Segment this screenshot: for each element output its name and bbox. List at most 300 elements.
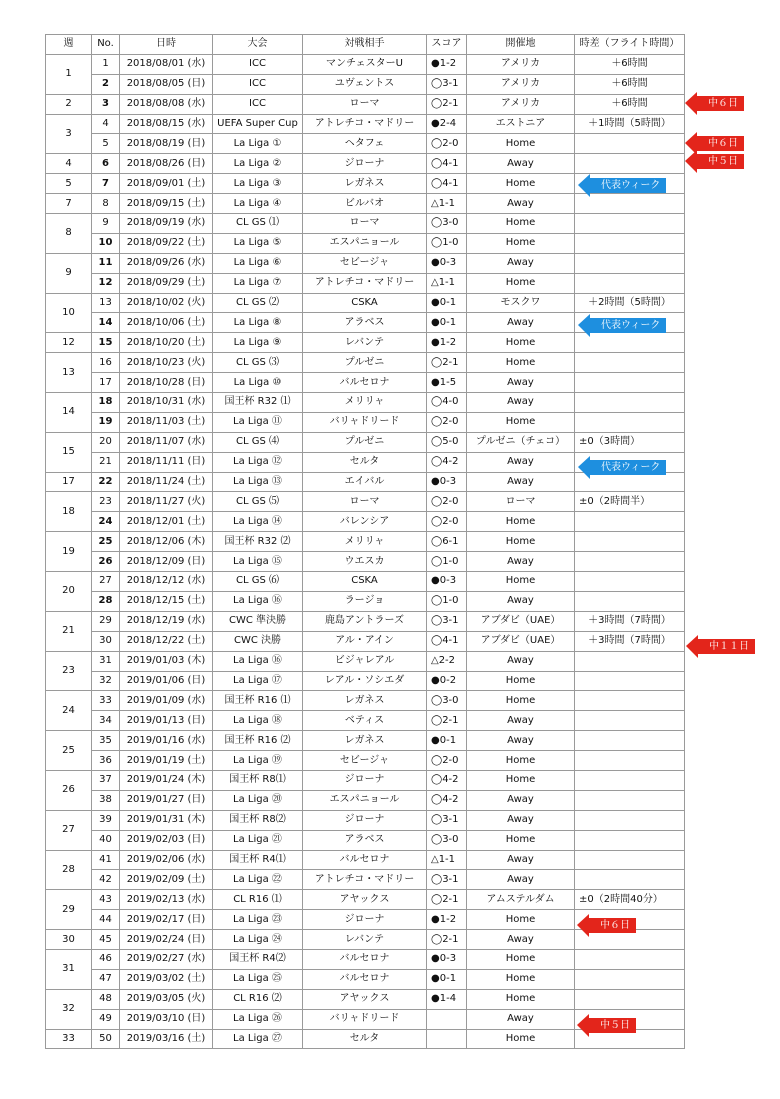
header-competition: 大会 — [213, 35, 303, 55]
match-number-cell: 5 — [92, 134, 120, 154]
score-cell: △1-1 — [427, 273, 467, 293]
date-cell: 2019/03/16 (土) — [120, 1029, 213, 1049]
opponent-cell: アトレチコ・マドリー — [303, 870, 427, 890]
match-row — [46, 273, 685, 293]
match-number-cell: 26 — [92, 552, 120, 572]
venue-cell: Away — [467, 870, 575, 890]
match-row — [46, 412, 685, 432]
match-row — [46, 751, 685, 771]
match-number-cell: 32 — [92, 671, 120, 691]
match-number-cell: 10 — [92, 233, 120, 253]
score-cell: ●0-3 — [427, 253, 467, 273]
week-cell: 5 — [46, 174, 92, 194]
date-cell: 2019/01/24 (木) — [120, 770, 213, 790]
opponent-cell: レバンテ — [303, 930, 427, 950]
venue-cell: Home — [467, 174, 575, 194]
score-cell: ●1-2 — [427, 910, 467, 930]
score-cell: ◯6-1 — [427, 532, 467, 552]
opponent-cell: 鹿島アントラーズ — [303, 611, 427, 631]
date-cell: 2019/01/31 (木) — [120, 810, 213, 830]
week-cell: 8 — [46, 214, 92, 254]
score-cell: ◯4-1 — [427, 631, 467, 651]
date-cell: 2018/12/19 (水) — [120, 611, 213, 631]
competition-cell: CL GS ⑴ — [213, 214, 303, 234]
week-cell: 19 — [46, 532, 92, 572]
venue-cell: Home — [467, 134, 575, 154]
score-cell: ◯1-0 — [427, 552, 467, 572]
time-diff-cell: ＋3時間（7時間） — [575, 611, 685, 631]
score-cell — [427, 1029, 467, 1049]
date-cell: 2019/01/19 (土) — [120, 751, 213, 771]
competition-cell: La Liga ⑯ — [213, 651, 303, 671]
header-no: No. — [92, 35, 120, 55]
time-diff-cell: ±0（2時間半） — [575, 492, 685, 512]
match-number-cell: 1 — [92, 54, 120, 74]
venue-cell: Home — [467, 949, 575, 969]
week-cell: 31 — [46, 949, 92, 989]
score-cell: ◯4-1 — [427, 154, 467, 174]
venue-cell: Away — [467, 194, 575, 214]
score-cell: ◯3-0 — [427, 214, 467, 234]
venue-cell: Away — [467, 591, 575, 611]
venue-cell: Home — [467, 353, 575, 373]
time-diff-cell — [575, 731, 685, 751]
match-number-cell: 49 — [92, 1009, 120, 1029]
date-cell: 2018/12/15 (土) — [120, 591, 213, 611]
date-cell: 2018/09/22 (土) — [120, 233, 213, 253]
time-diff-cell: ＋2時間（5時間） — [575, 293, 685, 313]
score-cell: ◯3-0 — [427, 691, 467, 711]
venue-cell: Away — [467, 552, 575, 572]
date-cell: 2019/01/16 (水) — [120, 731, 213, 751]
score-cell: ◯4-2 — [427, 790, 467, 810]
week-cell: 29 — [46, 890, 92, 930]
week-cell: 32 — [46, 989, 92, 1029]
date-cell: 2019/01/27 (日) — [120, 790, 213, 810]
date-cell: 2018/09/26 (水) — [120, 253, 213, 273]
date-cell: 2019/02/03 (日) — [120, 830, 213, 850]
score-cell: △2-2 — [427, 651, 467, 671]
score-cell: ◯2-0 — [427, 412, 467, 432]
week-cell: 33 — [46, 1029, 92, 1049]
match-number-cell: 33 — [92, 691, 120, 711]
time-diff-cell: ±0（2時間40分） — [575, 890, 685, 910]
venue-cell: Home — [467, 830, 575, 850]
competition-cell: 国王杯 R32 ⑴ — [213, 393, 303, 413]
competition-cell: 国王杯 R32 ⑵ — [213, 532, 303, 552]
match-row — [46, 949, 685, 969]
score-cell: ●0-1 — [427, 731, 467, 751]
competition-cell: CL GS ⑵ — [213, 293, 303, 313]
match-number-cell: 14 — [92, 313, 120, 333]
venue-cell: Away — [467, 253, 575, 273]
week-cell: 1 — [46, 54, 92, 94]
match-number-cell: 25 — [92, 532, 120, 552]
time-diff-cell: ＋3時間（7時間） — [575, 631, 685, 651]
competition-cell: CL GS ⑹ — [213, 572, 303, 592]
score-cell: ◯2-0 — [427, 134, 467, 154]
date-cell: 2018/08/19 (日) — [120, 134, 213, 154]
date-cell: 2019/02/13 (水) — [120, 890, 213, 910]
date-cell: 2018/12/22 (土) — [120, 631, 213, 651]
rest-days-badge: 中５日 — [696, 154, 744, 169]
match-number-cell: 18 — [92, 393, 120, 413]
opponent-cell: アラベス — [303, 830, 427, 850]
header-week: 週 — [46, 35, 92, 55]
score-cell: ●1-2 — [427, 333, 467, 353]
venue-cell: Home — [467, 751, 575, 771]
match-row — [46, 552, 685, 572]
score-cell: ◯3-1 — [427, 870, 467, 890]
opponent-cell: ビルバオ — [303, 194, 427, 214]
match-row — [46, 393, 685, 413]
opponent-cell: ウエスカ — [303, 552, 427, 572]
time-diff-cell — [575, 472, 685, 492]
venue-cell: Away — [467, 1009, 575, 1029]
competition-cell: La Liga ⑬ — [213, 472, 303, 492]
venue-cell: Home — [467, 969, 575, 989]
date-cell: 2019/01/13 (日) — [120, 711, 213, 731]
date-cell: 2018/09/01 (土) — [120, 174, 213, 194]
competition-cell: La Liga ① — [213, 134, 303, 154]
venue-cell: アブダビ（UAE） — [467, 611, 575, 631]
match-row — [46, 611, 685, 631]
time-diff-cell — [575, 194, 685, 214]
match-number-cell: 36 — [92, 751, 120, 771]
match-number-cell: 28 — [92, 591, 120, 611]
score-cell: △1-1 — [427, 194, 467, 214]
competition-cell: La Liga ⑮ — [213, 552, 303, 572]
venue-cell: Away — [467, 790, 575, 810]
match-row — [46, 532, 685, 552]
match-number-cell: 48 — [92, 989, 120, 1009]
opponent-cell: バルセロナ — [303, 949, 427, 969]
time-diff-cell — [575, 154, 685, 174]
header-venue: 開催地 — [467, 35, 575, 55]
competition-cell: CL R16 ⑴ — [213, 890, 303, 910]
competition-cell: La Liga ⑳ — [213, 790, 303, 810]
venue-cell: Home — [467, 989, 575, 1009]
competition-cell: ICC — [213, 74, 303, 94]
date-cell: 2018/10/20 (土) — [120, 333, 213, 353]
date-cell: 2018/08/26 (日) — [120, 154, 213, 174]
competition-cell: La Liga ⑰ — [213, 671, 303, 691]
time-diff-cell — [575, 989, 685, 1009]
match-row — [46, 293, 685, 313]
competition-cell: 国王杯 R16 ⑵ — [213, 731, 303, 751]
venue-cell: Away — [467, 154, 575, 174]
opponent-cell: アヤックス — [303, 890, 427, 910]
venue-cell: Home — [467, 532, 575, 552]
date-cell: 2019/02/06 (水) — [120, 850, 213, 870]
match-row — [46, 253, 685, 273]
opponent-cell: エイバル — [303, 472, 427, 492]
time-diff-cell — [575, 870, 685, 890]
date-cell: 2018/09/19 (水) — [120, 214, 213, 234]
opponent-cell: ジローナ — [303, 910, 427, 930]
opponent-cell: CSKA — [303, 572, 427, 592]
date-cell: 2018/12/01 (土) — [120, 512, 213, 532]
match-number-cell: 41 — [92, 850, 120, 870]
score-cell: ◯3-1 — [427, 611, 467, 631]
competition-cell: La Liga ㉑ — [213, 830, 303, 850]
date-cell: 2018/11/27 (火) — [120, 492, 213, 512]
match-number-cell: 29 — [92, 611, 120, 631]
rest-days-badge: 中５日 — [588, 1018, 636, 1033]
header-score: スコア — [427, 35, 467, 55]
match-number-cell: 35 — [92, 731, 120, 751]
match-number-cell: 40 — [92, 830, 120, 850]
header-row — [46, 35, 685, 55]
venue-cell: Away — [467, 373, 575, 393]
time-diff-cell — [575, 949, 685, 969]
score-cell: ●0-2 — [427, 671, 467, 691]
time-diff-cell — [575, 850, 685, 870]
competition-cell: La Liga ④ — [213, 194, 303, 214]
venue-cell: Away — [467, 810, 575, 830]
competition-cell: 国王杯 R8⑴ — [213, 770, 303, 790]
date-cell: 2019/02/24 (日) — [120, 930, 213, 950]
venue-cell: Home — [467, 910, 575, 930]
venue-cell: モスクワ — [467, 293, 575, 313]
venue-cell: エストニア — [467, 114, 575, 134]
time-diff-cell — [575, 273, 685, 293]
header-opponent: 対戦相手 — [303, 35, 427, 55]
competition-cell: La Liga ㉓ — [213, 910, 303, 930]
time-diff-cell — [575, 353, 685, 373]
match-row — [46, 432, 685, 452]
time-diff-cell: ±0（3時間） — [575, 432, 685, 452]
date-cell: 2018/08/15 (水) — [120, 114, 213, 134]
match-number-cell: 23 — [92, 492, 120, 512]
venue-cell: Home — [467, 512, 575, 532]
match-row — [46, 671, 685, 691]
score-cell: ◯1-0 — [427, 233, 467, 253]
match-number-cell: 38 — [92, 790, 120, 810]
score-cell: ●0-3 — [427, 472, 467, 492]
match-row — [46, 870, 685, 890]
opponent-cell: レガネス — [303, 731, 427, 751]
opponent-cell: バレンシア — [303, 512, 427, 532]
match-number-cell: 6 — [92, 154, 120, 174]
date-cell: 2018/08/05 (日) — [120, 74, 213, 94]
competition-cell: La Liga ⑪ — [213, 412, 303, 432]
week-cell: 27 — [46, 810, 92, 850]
match-number-cell: 22 — [92, 472, 120, 492]
time-diff-cell — [575, 969, 685, 989]
date-cell: 2019/03/10 (日) — [120, 1009, 213, 1029]
competition-cell: La Liga ㉖ — [213, 1009, 303, 1029]
venue-cell: ローマ — [467, 492, 575, 512]
date-cell: 2019/01/03 (木) — [120, 651, 213, 671]
match-number-cell: 19 — [92, 412, 120, 432]
competition-cell: La Liga ⑩ — [213, 373, 303, 393]
score-cell: ◯2-1 — [427, 930, 467, 950]
match-row — [46, 731, 685, 751]
time-diff-cell — [575, 373, 685, 393]
date-cell: 2018/12/06 (木) — [120, 532, 213, 552]
time-diff-cell — [575, 810, 685, 830]
date-cell: 2018/10/02 (火) — [120, 293, 213, 313]
time-diff-cell: ＋6時間 — [575, 74, 685, 94]
date-cell: 2019/01/09 (水) — [120, 691, 213, 711]
time-diff-cell — [575, 572, 685, 592]
opponent-cell: ジローナ — [303, 770, 427, 790]
week-cell: 14 — [46, 393, 92, 433]
week-cell: 28 — [46, 850, 92, 890]
competition-cell: CWC 決勝 — [213, 631, 303, 651]
opponent-cell: レアル・ソシエダ — [303, 671, 427, 691]
venue-cell: Home — [467, 770, 575, 790]
date-cell: 2018/10/28 (日) — [120, 373, 213, 393]
match-number-cell: 46 — [92, 949, 120, 969]
time-diff-cell: ＋1時間（5時間） — [575, 114, 685, 134]
match-number-cell: 30 — [92, 631, 120, 651]
venue-cell: Home — [467, 233, 575, 253]
match-number-cell: 44 — [92, 910, 120, 930]
competition-cell: La Liga ⑨ — [213, 333, 303, 353]
score-cell: ●0-1 — [427, 969, 467, 989]
score-cell: ◯3-0 — [427, 830, 467, 850]
venue-cell: Away — [467, 651, 575, 671]
opponent-cell: ローマ — [303, 492, 427, 512]
opponent-cell: ヘタフェ — [303, 134, 427, 154]
opponent-cell: ローマ — [303, 214, 427, 234]
match-number-cell: 11 — [92, 253, 120, 273]
competition-cell: CL GS ⑷ — [213, 432, 303, 452]
match-row — [46, 154, 685, 174]
date-cell: 2018/09/15 (土) — [120, 194, 213, 214]
opponent-cell: マンチェスターU — [303, 54, 427, 74]
match-row — [46, 631, 685, 651]
competition-cell: UEFA Super Cup — [213, 114, 303, 134]
competition-cell: 国王杯 R4⑵ — [213, 949, 303, 969]
opponent-cell: アトレチコ・マドリー — [303, 114, 427, 134]
match-number-cell: 42 — [92, 870, 120, 890]
competition-cell: La Liga ② — [213, 154, 303, 174]
score-cell: ◯2-0 — [427, 751, 467, 771]
date-cell: 2018/12/09 (日) — [120, 552, 213, 572]
opponent-cell: ジローナ — [303, 810, 427, 830]
match-row — [46, 790, 685, 810]
date-cell: 2019/01/06 (日) — [120, 671, 213, 691]
week-cell: 21 — [46, 611, 92, 651]
score-cell: ●1-5 — [427, 373, 467, 393]
opponent-cell: セビージャ — [303, 751, 427, 771]
match-number-cell: 2 — [92, 74, 120, 94]
week-cell: 20 — [46, 572, 92, 612]
competition-cell: ICC — [213, 94, 303, 114]
match-row — [46, 711, 685, 731]
date-cell: 2019/02/27 (水) — [120, 949, 213, 969]
match-row — [46, 134, 685, 154]
venue-cell: Away — [467, 850, 575, 870]
rest-days-badge: 中１１日 — [697, 639, 755, 654]
rest-days-badge: 中６日 — [588, 918, 636, 933]
score-cell: ◯2-1 — [427, 94, 467, 114]
opponent-cell: バリャドリード — [303, 412, 427, 432]
match-number-cell: 9 — [92, 214, 120, 234]
week-cell: 23 — [46, 651, 92, 691]
opponent-cell: ローマ — [303, 94, 427, 114]
time-diff-cell — [575, 790, 685, 810]
match-row — [46, 353, 685, 373]
venue-cell: Away — [467, 393, 575, 413]
time-diff-cell: ＋6時間 — [575, 54, 685, 74]
time-diff-cell — [575, 591, 685, 611]
opponent-cell: アラベス — [303, 313, 427, 333]
score-cell: ◯2-0 — [427, 492, 467, 512]
time-diff-cell — [575, 233, 685, 253]
match-row — [46, 770, 685, 790]
venue-cell: アムステルダム — [467, 890, 575, 910]
week-cell: 17 — [46, 472, 92, 492]
date-cell: 2018/08/08 (水) — [120, 94, 213, 114]
match-number-cell: 8 — [92, 194, 120, 214]
date-cell: 2019/02/17 (日) — [120, 910, 213, 930]
time-diff-cell — [575, 214, 685, 234]
venue-cell: Home — [467, 412, 575, 432]
match-number-cell: 39 — [92, 810, 120, 830]
opponent-cell: ジローナ — [303, 154, 427, 174]
match-number-cell: 12 — [92, 273, 120, 293]
opponent-cell: バルセロナ — [303, 850, 427, 870]
date-cell: 2018/11/03 (土) — [120, 412, 213, 432]
opponent-cell: セビージャ — [303, 253, 427, 273]
time-diff-cell — [575, 333, 685, 353]
opponent-cell: レガネス — [303, 691, 427, 711]
venue-cell: Home — [467, 214, 575, 234]
week-cell: 10 — [46, 293, 92, 333]
date-cell: 2019/03/05 (火) — [120, 989, 213, 1009]
opponent-cell: ラージョ — [303, 591, 427, 611]
date-cell: 2018/11/24 (土) — [120, 472, 213, 492]
week-cell: 7 — [46, 194, 92, 214]
match-row — [46, 989, 685, 1009]
week-cell: 24 — [46, 691, 92, 731]
match-row — [46, 114, 685, 134]
venue-cell: Home — [467, 1029, 575, 1049]
date-cell: 2018/10/06 (土) — [120, 313, 213, 333]
match-number-cell: 13 — [92, 293, 120, 313]
score-cell: ◯4-2 — [427, 770, 467, 790]
competition-cell: La Liga ⑧ — [213, 313, 303, 333]
score-cell: ◯5-0 — [427, 432, 467, 452]
week-cell: 25 — [46, 731, 92, 771]
match-row — [46, 233, 685, 253]
competition-cell: La Liga ③ — [213, 174, 303, 194]
score-cell: ◯2-0 — [427, 512, 467, 532]
venue-cell: Away — [467, 313, 575, 333]
date-cell: 2018/11/11 (日) — [120, 452, 213, 472]
score-cell: ●0-3 — [427, 572, 467, 592]
match-row — [46, 214, 685, 234]
opponent-cell: バルセロナ — [303, 969, 427, 989]
match-number-cell: 7 — [92, 174, 120, 194]
competition-cell: CL GS ⑸ — [213, 492, 303, 512]
match-row — [46, 830, 685, 850]
competition-cell: La Liga ⑫ — [213, 452, 303, 472]
competition-cell: CWC 準決勝 — [213, 611, 303, 631]
time-diff-cell — [575, 253, 685, 273]
competition-cell: La Liga ⑲ — [213, 751, 303, 771]
opponent-cell: セルタ — [303, 1029, 427, 1049]
opponent-cell: ユヴェントス — [303, 74, 427, 94]
match-number-cell: 15 — [92, 333, 120, 353]
week-cell: 12 — [46, 333, 92, 353]
match-number-cell: 31 — [92, 651, 120, 671]
match-row — [46, 591, 685, 611]
